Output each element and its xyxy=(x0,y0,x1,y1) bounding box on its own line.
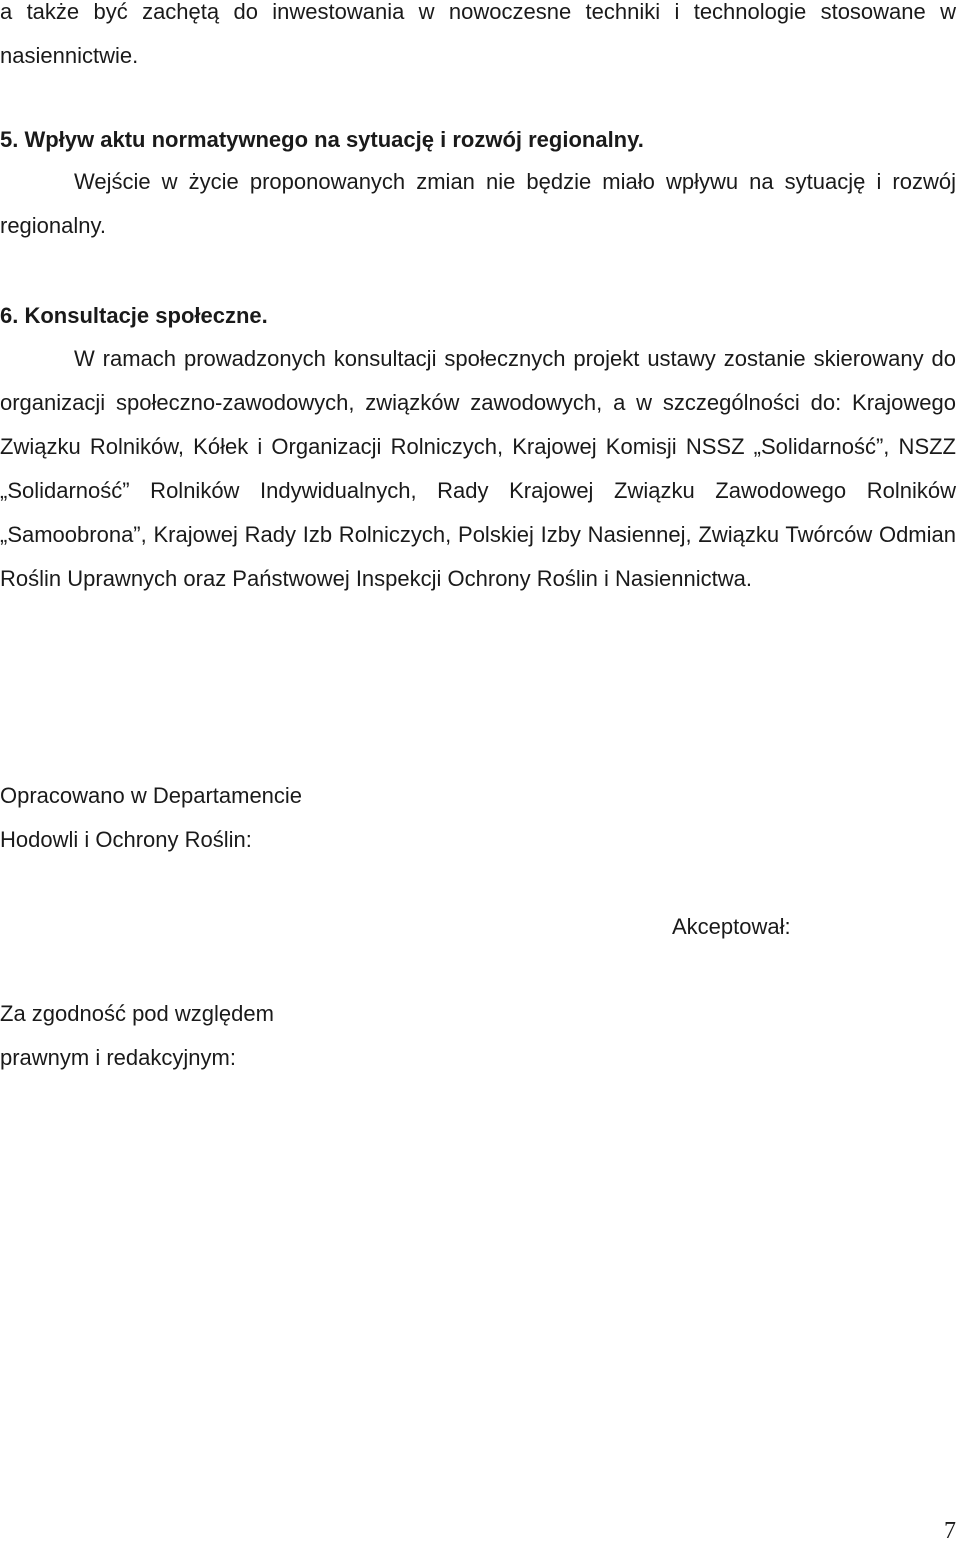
prepared-by-line-2: Hodowli i Ochrony Roślin: xyxy=(0,827,252,852)
legal-review-line-1: Za zgodność pod względem xyxy=(0,1001,274,1026)
page-number: 7 xyxy=(944,1518,956,1544)
section-6-heading: 6. Konsultacje społeczne. xyxy=(0,303,268,328)
section-6-body: W ramach prowadzonych konsultacji społecznych projekt ustawy zostanie skierowany do organizacji społeczno-zawodowych, związków zawodowych, a w szczególności do: Krajowego Związku Rolników, Kółek i Organizacji Rolniczych, Krajowej Komisji NSSZ „Solidarność”, NSZZ „Solidarność” Rolników Indywidualnych, Rady Krajowej Związku Zawodowego Rolników „Samoobrona”, Krajowej Rady Izb Rolniczych, Polskiej Izby Nasiennej, Związku Twórców Odmian Roślin Uprawnych oraz Państwowej Inspekcji Ochrony Roślin i Nasiennictwa. xyxy=(0,346,956,591)
section-5-heading: 5. Wpływ aktu normatywnego na sytuację i rozwój regionalny. xyxy=(0,127,644,152)
section-5-body: Wejście w życie proponowanych zmian nie będzie miało wpływu na sytuację i rozwój regionalny. xyxy=(0,169,956,238)
intro-continuation-paragraph: a także być zachętą do inwestowania w nowoczesne techniki i technologie stosowane w nasiennictwie. xyxy=(0,0,956,68)
prepared-by-line-1: Opracowano w Departamencie xyxy=(0,783,303,808)
legal-review-line-2: prawnym i redakcyjnym: xyxy=(0,1045,236,1070)
accepted-by-label: Akceptował: xyxy=(672,914,791,939)
